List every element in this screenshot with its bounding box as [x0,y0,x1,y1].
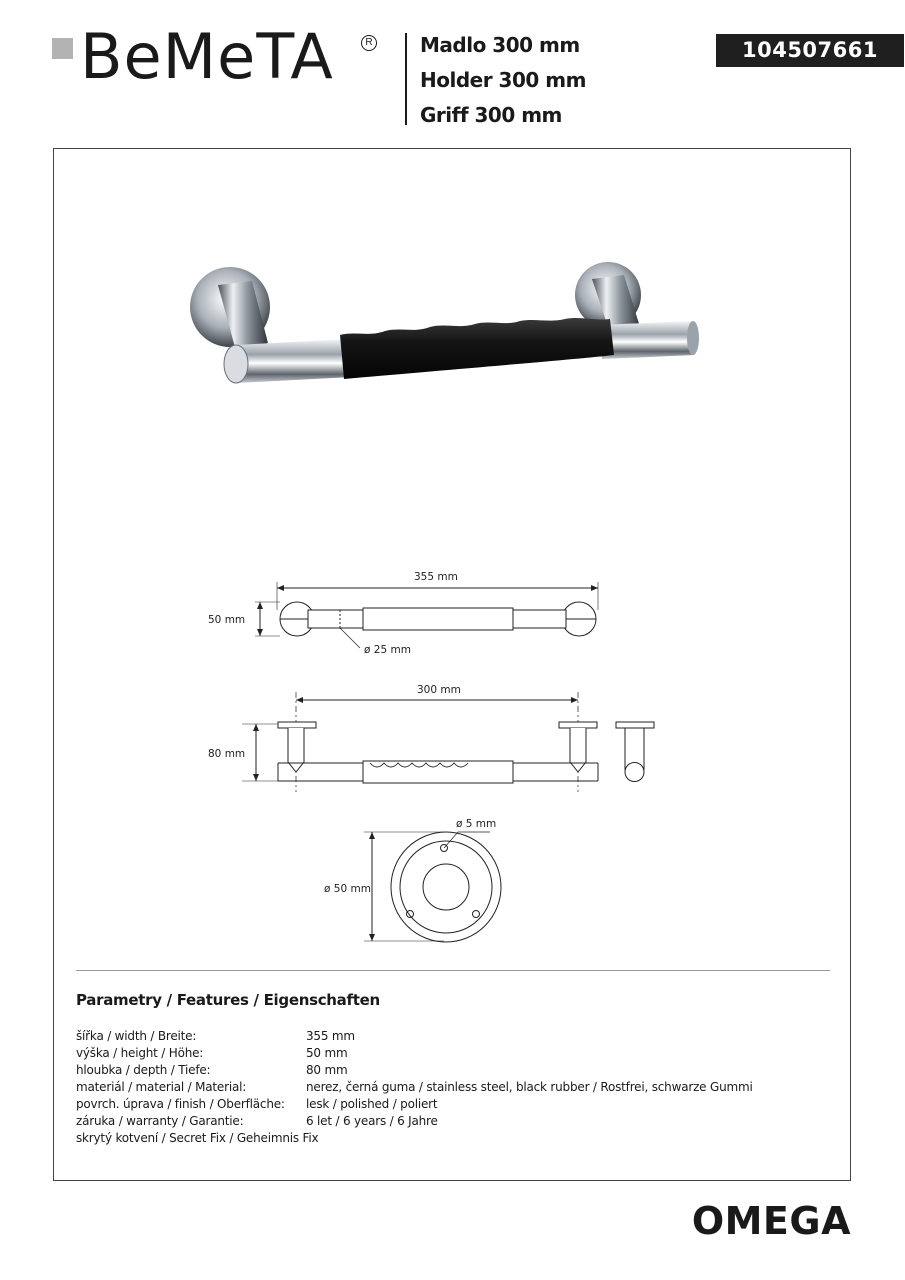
series-name: OMEGA [691,1199,851,1243]
spec-label-depth: hloubka / depth / Tiefe: [76,1063,211,1077]
product-title-en: Holder 300 mm [420,68,586,92]
rosette-screw-hole-left [407,911,414,918]
section-separator [76,970,830,971]
dim-tube-diameter: ø 25 mm [364,644,411,656]
end-view-tube [625,763,644,782]
rubber-grip [340,318,614,379]
brand-logo: BeMeTA [80,20,334,93]
dim-side-depth: 80 mm [208,748,246,760]
spec-label-material: materiál / material / Material: [76,1080,247,1094]
spec-label-width: šířka / width / Breite: [76,1029,197,1043]
rosette-outer [391,832,501,942]
side-right-post [570,728,586,772]
spec-value-warranty: 6 let / 6 years / 6 Jahre [306,1114,438,1128]
dim-side-length: 300 mm [417,684,461,696]
dim-hole-diameter: ø 5 mm [456,818,497,830]
top-grip [363,608,513,630]
rosette-center-hole [423,864,469,910]
end-view-flange [616,722,654,728]
side-view-drawing [200,682,670,797]
rosette-drawing [360,826,530,951]
spec-value-finish: lesk / polished / poliert [306,1097,438,1111]
title-divider [405,33,407,125]
product-photo [180,255,710,395]
side-left-post [288,728,304,772]
registered-mark: R [361,35,377,51]
spec-value-depth: 80 mm [306,1063,348,1077]
right-end-cap [687,321,699,355]
side-right-flange [559,722,597,728]
product-code-badge: 104507661 [716,34,904,67]
left-end-cap [224,345,248,383]
spec-label-height: výška / height / Höhe: [76,1046,204,1060]
rosette-inner-ring [400,841,492,933]
dim-top-height: 50 mm [208,614,246,626]
spec-value-material: nerez, černá guma / stainless steel, black rubber / Rostfrei, schwarze Gummi [306,1080,753,1094]
product-title-de: Griff 300 mm [420,103,562,127]
product-title-cz: Madlo 300 mm [420,33,580,57]
rosette-screw-hole-right [473,911,480,918]
spec-label-secret-fix: skrytý kotvení / Secret Fix / Geheimnis Fix [76,1131,319,1145]
features-heading: Parametry / Features / Eigenschaften [76,991,380,1009]
spec-label-warranty: záruka / warranty / Garantie: [76,1114,244,1128]
left-tube-end [235,339,352,383]
spec-label-finish: povrch. úprava / finish / Oberfläche: [76,1097,285,1111]
side-left-flange [278,722,316,728]
dim-rosette-diameter: ø 50 mm [324,883,371,895]
dim-top-width: 355 mm [414,571,458,583]
logo-square [52,38,73,59]
spec-value-width: 355 mm [306,1029,355,1043]
right-tube-end [600,321,694,359]
spec-value-height: 50 mm [306,1046,348,1060]
